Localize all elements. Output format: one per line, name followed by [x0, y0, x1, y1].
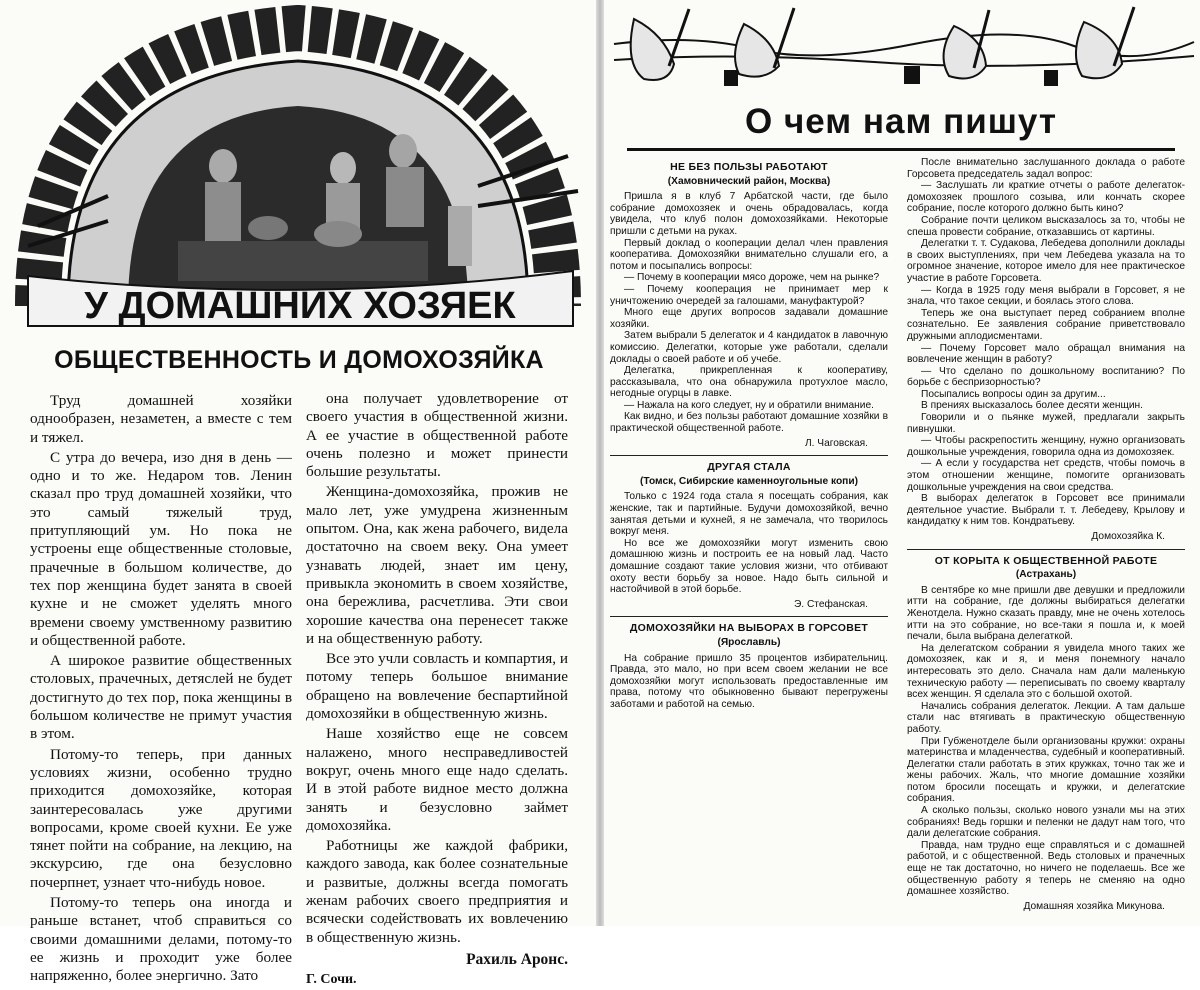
author-signature: Рахиль Аронс.: [466, 950, 568, 968]
divider: [610, 455, 888, 456]
left-page: [0, 0, 598, 988]
article-title: ОБЩЕСТВЕННОСТЬ И ДОМОХОЗЯЙКА: [54, 346, 544, 374]
writing-hands-illustration: [614, 4, 1194, 96]
paragraph: — Заслушать ли краткие отчеты о работе делегаток-домохозяек прошлого созыва, или кончать скорее собрание, после которого должно быть кино?: [907, 180, 1185, 215]
paragraph: На собрание пришло 35 процентов избирательниц. Правда, это мало, но при всем своем желании не все домохозяйки могут использовать предоставленные им права, потому что обыкновенно бывают перегружены заботами и работой на семью.: [610, 652, 888, 710]
paragraph: — Почему в кооперации мясо дороже, чем на рынке?: [624, 272, 880, 284]
masthead-illustration: [8, 6, 588, 331]
letter-location: (Хамовнический район, Москва): [667, 175, 831, 187]
letter-signature: Домашняя хозяйка Микунова.: [1023, 900, 1165, 912]
paragraph: Говорили и о пьянке мужей, предлагали закрыть пивнушки.: [907, 412, 1185, 435]
paragraph: Но все же домохозяйки могут изменить свою домашнюю жизнь и построить ее на новый лад. Часто домашние создают такие условия жизни, что отбивают охоту вести борьбу за новое. Надо быть сильной и настойчивой в этой борьбе.: [610, 537, 888, 596]
paragraph: — Чтобы раскрепостить женщину, нужно организовать дошкольные учреждения, говорила одна из домохозяек.: [907, 435, 1185, 458]
paragraph: Наше хозяйство еще не совсем налажено, много несправедливостей вокруг, очень много еще надо сделать. И в этой работе видное место должна занять и безусловно займет домохозяйка.: [306, 725, 568, 834]
paragraph: В прениях высказалось более десяти женщин.: [921, 400, 1144, 412]
paragraph: — Что сделано по дошкольному воспитанию? По борьбе с беспризорностью?: [907, 365, 1185, 389]
paragraph: — Почему кооперация не принимает мер к уничтожению очередей за галошами, мануфактурой?: [610, 283, 888, 307]
paragraph: Только с 1924 года стала я посещать собрания, как женские, так и партийные. Будучи домохозяйкой, вечно занятая детьми и кухней, я не замечала, что творилось вокруг меня.: [610, 491, 888, 538]
title-rule: [627, 148, 1175, 151]
paragraph: Женщина-домохозяйка, прожив не мало лет, уже умудрена жизненным опытом. Она, как жена рабочего, видела достаточно на своем веку. Она умеет узнавать людей, знает им цену, привыкла экономить в своем хозяйстве, она бережлива, расчетлива. Эти свои хорошие качества она перенесет также и на общественную работу.: [306, 483, 568, 647]
letter-title: ДОМОХОЗЯЙКИ НА ВЫБОРАХ В ГОРСОВЕТ: [629, 622, 869, 635]
paragraph: Делегатка, прикрепленная к кооперативу, рассказывала, что она обнаружила протухлое масло, негодные огурцы в лавке.: [610, 365, 888, 400]
letters-column-2: [907, 157, 1185, 918]
paragraph: В выборах делегаток в Горсовет все принимали деятельное участие. Выбрали т. т. Лебедеву, Крылову и кандидатку к ним тов. Кондратьеву.: [907, 493, 1185, 528]
right-page: [602, 0, 1200, 926]
section-title: О чем нам пишут: [745, 102, 1057, 141]
paragraph: Делегатки т. т. Судакова, Лебедева дополнили доклады в своих выступлениях, при чем Лебедева указала на то огромное значение, которое имело для нее практическое участие в работе Горсовета.: [907, 238, 1185, 284]
letter-signature: Л. Чаговская.: [804, 437, 868, 449]
letter-title: НЕ БЕЗ ПОЛЬЗЫ РАБОТАЮТ: [670, 161, 828, 173]
letter-title: ОТ КОРЫТА К ОБЩЕСТВЕННОЙ РАБОТЕ: [934, 554, 1158, 567]
paragraph: А сколько пользы, сколько нового узнали мы на этих собраниях! Ведь горшки и пеленки не дадут нам того, что дали делегатские собрания.: [907, 805, 1185, 840]
letter-location: (Ярославль): [717, 636, 781, 648]
article-column-1: [30, 392, 292, 988]
paragraph: Пришла я в клуб 7 Арбатской части, где было собрание домохозяек и очень обрадовалась, когда увидела, что клуб полон домохозяйками. Некоторые пришли с детьми на руках.: [610, 191, 888, 237]
letter-signature: Домохозяйка К.: [1091, 531, 1165, 542]
paragraph: Все это учли совласть и компартия, и потому теперь большое внимание обращено на вовлечение беспартийной домохозяйки в общественную жизнь.: [306, 650, 568, 723]
paragraph: Теперь же она выступает перед собранием вполне сознательно. Ее заявления собрание приветствовало дружными аплодисментами.: [907, 307, 1185, 342]
paragraph: При Губженотделе были организованы кружки: охраны материнства и младенчества, судебный и кооперативный. Делегатки стали работать в этих кружках, точно так же и жены рабочих. Жаль, что многие домашние хозяйки потом бросили посещать и кружки, и делегатские собрания.: [907, 735, 1185, 805]
paragraph: Собрание почти целиком высказалось за то, чтобы не спеша провести собрание, отказавшись от картины.: [907, 214, 1185, 238]
letter-location: (Астрахань): [1015, 569, 1077, 581]
letters-header-illustration: [614, 4, 1194, 96]
kitchen-scene-illustration: [8, 6, 588, 331]
letter-signature: Э. Стефанская.: [793, 598, 868, 610]
paragraph: — Почему Горсовет мало обращал внимания на вовлечение женщин в работу?: [907, 342, 1185, 366]
paragraph: Много еще других вопросов задавали домашние хозяйки.: [610, 307, 888, 330]
paragraph: Начались собрания делегаток. Лекции. А там дальше стали нас втягивать в практическую общественную работу.: [907, 700, 1185, 735]
paragraph: Правда, нам трудно еще справляться и с домашней работой, и с общественной. Ведь столовых и прачечных еще не так достаточно, но ничего не поделаешь. Все же общественную работу я теперь не сменяю на одно домашнее хозяйство.: [907, 839, 1185, 898]
paragraph: Затем выбрали 5 делегаток и 4 кандидаток в лавочную комиссию. Делегатки, которые уже работали, сделали доклады о своей работе и об учебе.: [610, 330, 888, 365]
paragraph: она получает удовлетворение от своего участия в общественной жизни. А ее участие в общественной работе очень полезно и может принести большие результаты.: [306, 390, 568, 481]
paragraph: — А если у государства нет средств, чтобы помочь в этом отношении женщине, помогите организовать дошкольные учреждения на свои средства.: [907, 458, 1185, 493]
divider: [610, 616, 888, 617]
paragraph: Работницы же каждой фабрики, каждого завода, как более сознательные и развитые, должны всегда помогать женам рабочих своего предприятия и всячески содействовать их вовлечению в общественную жизнь.: [306, 837, 568, 946]
letter-location: (Томск, Сибирские каменноугольные копи): [640, 475, 858, 487]
paragraph: Как видно, и без пользы работают домашние хозяйки в практической общественной работе.: [610, 411, 888, 435]
divider: [907, 549, 1185, 550]
article-column-2: [306, 390, 568, 990]
paragraph: Потому-то теперь, при данных условиях жизни, особенно трудно приходится домохозяйке, которая заинтересовалась уже другими вопросами, кроме своей кухни. Ее уже тянет пойти на собрание, на лекцию, на экскурсию, где она безусловно почерпнет, узнает что-нибудь новое.: [30, 745, 292, 891]
paragraph: Труд домашней хозяйки однообразен, незаметен, а вместе с тем и тяжел.: [30, 392, 292, 446]
paragraph: Посыпались вопросы один за другим...: [921, 388, 1106, 400]
letter-title: ДРУГАЯ СТАЛА: [707, 461, 791, 474]
paragraph: — Когда в 1925 году меня выбрали в Горсовет, я не знала, что такое секции, и боялась этого слова.: [907, 284, 1185, 308]
paragraph: С утра до вечера, изо дня в день — одно и то же. Недаром тов. Ленин сказал про труд домашней хозяйки, что это самый тяжелый труд, притупляющий ум. Но пока не устроены еще общественные столовые, прачечные в большом количестве, до тех пор женщина будет занята в своей кухне и не сможет уделять много времени своему умственному развитию и общественной работе.: [30, 448, 292, 649]
paragraph: В сентябре ко мне пришли две девушки и предложили итти на собрание, где должны выбираться делегатки Женотдела. Нужно сказать правду, мне не очень хотелось итти на это собрание, но все-таки я пошла и, к моей печали, была выбрана делегаткой.: [907, 584, 1185, 643]
paragraph: — Нажала на кого следует, ну и обратили внимание.: [624, 399, 874, 411]
author-place: Г. Сочи.: [306, 972, 357, 988]
paragraph: После внимательно заслушанного доклада о работе Горсовета председатель задал вопрос:: [907, 157, 1185, 180]
paragraph: А широкое развитие общественных столовых, прачечных, детяслей не будет достигнуто до тех пор, пока женщины в большом количестве не примут участия в этом.: [30, 652, 292, 743]
paragraph: Первый доклад о кооперации делал член правления кооператива. Домохозяйки внимательно слушали его, а потом и посыпались вопросы:: [610, 237, 888, 272]
paragraph: На делегатском собрании я увидела много таких же домохозяек, как и я, и меня понемногу начало интересовать это дело. Сначала нам дали маленькую техническую работу — переписывать по своему кварталу всех женщин. Я сделала это с большой охотой.: [907, 642, 1185, 701]
letters-column-1: [610, 158, 888, 711]
banner-text: У ДОМАШНИХ ХОЗЯЕК: [84, 285, 516, 327]
paragraph: Потому-то теперь она иногда и раньше встанет, чтоб справиться со своими домашними делами, потому-то ее жизнь и проходит уже более напряженно, более энергично. Зато: [30, 894, 292, 985]
